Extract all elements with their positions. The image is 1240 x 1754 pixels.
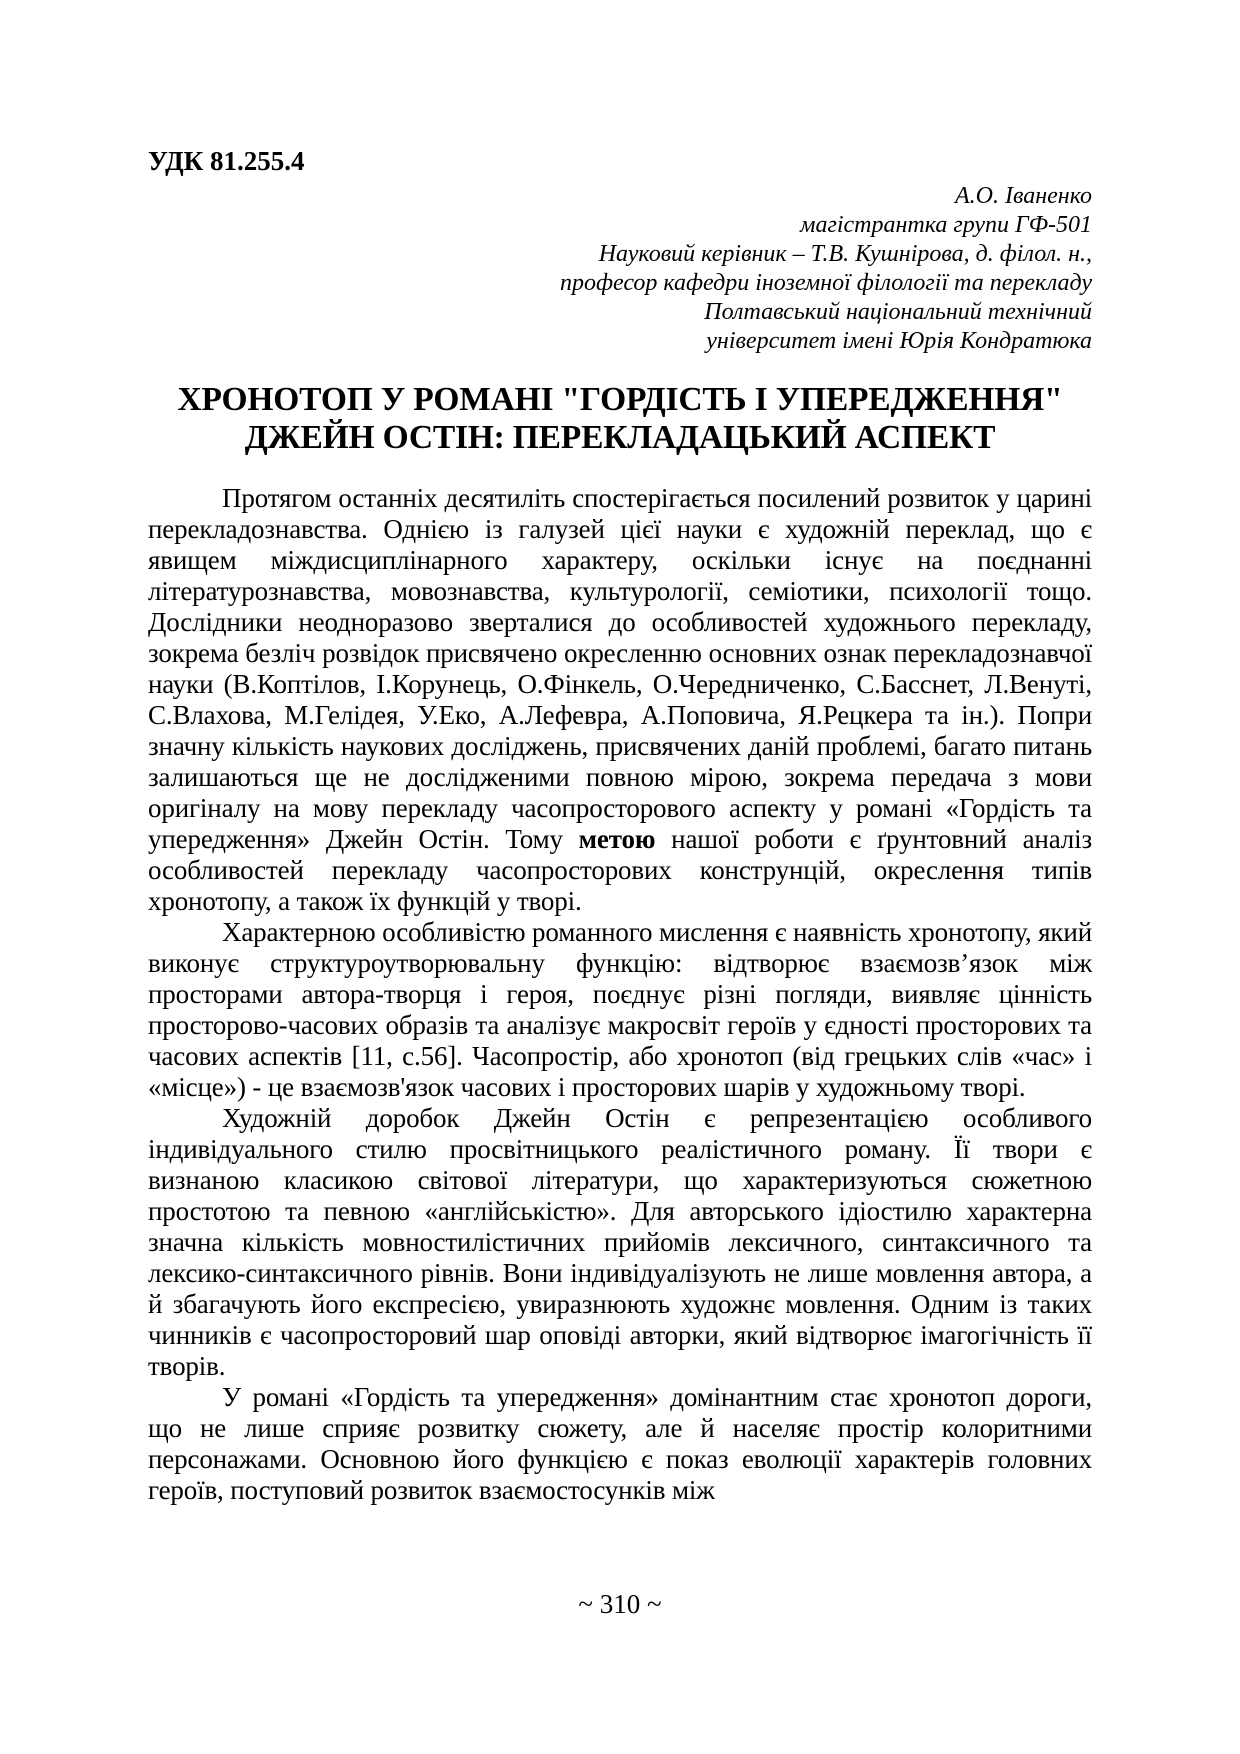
author-info (392, 182, 1092, 356)
author-group: магістрантка групи ГФ-501 (800, 212, 1092, 238)
author-name: А.О. Іваненко (954, 183, 1092, 209)
page-number: ~ 310 ~ (578, 1589, 662, 1619)
paragraph-1-text-b: нашої роботи є ґрунтовний аналіз особливостей перекладу часопросторових конструнцій, окреслення типів хронотопу, а також їх функцій у творі. (148, 824, 1092, 916)
paragraph-1-text-a: Протягом останніх десятиліть спостерігається посилений розвиток у царині перекладознавства. Однією із галузей цієї науки є художній переклад, що є явищем міждисциплінарного характеру, оскільки існує на поєднанні літературознавства, мовознавства, культурології, семіотики, психології тощо. Дослідники неодноразово зверталися до особливостей художнього перекладу, зокрема безліч розвідок присвячено окресленню основних ознак перекладознавчої науки (В.Коптілов, І.Корунець, О.Фінкель, О.Чередниченко, С.Басснет, Л.Венуті, С.Влахова, М.Гелідея, У.Еко, А.Лефевра, А.Поповича, Я.Рецкера та ін.). Попри значну кількість наукових досліджень, присвячених даній проблемі, багато питань залишаються ще не дослідженими повною мірою, зокрема передача з мови оригіналу на мову перекладу часопросторового аспекту у романі «Гордість та упередження» Джейн Остін. Тому (148, 483, 1092, 854)
title-line-2: ДЖЕЙН ОСТІН: ПЕРЕКЛАДАЦЬКИЙ АСПЕКТ (244, 419, 996, 456)
article-body (148, 483, 1092, 1506)
paragraph-3: Художній доробок Джейн Остін є репрезентацією особливого індивідуального стилю просвітницького реалістичного роману. Її твори є визнаною класикою світової літератури, що характеризуються сюжетною простотою та певною «англійськістю». Для авторського ідіостилю характерна значна кількість мовностилістичних прийомів лексичного, синтаксичного та лексико-синтаксичного рівнів. Вони індивідуалізують не лише мовлення автора, а й збагачують його експресією, увиразнюють художнє мовлення. Одним із таких чинників є часопросторовий шар оповіді авторки, який відтворює імагогічність її творів. (148, 1103, 1092, 1381)
udk-code: УДК 81.255.4 (148, 146, 305, 176)
paragraph-1-bold-term: метою (578, 824, 656, 854)
supervisor-position: професор кафедри іноземної філології та перекладу (559, 270, 1092, 296)
paragraph-4: У романі «Гордість та упередження» домінантним стає хронотоп дороги, що не лише сприяє розвитку сюжету, але й населяє простір колоритними персонажами. Основною його функцією є показ еволюції характерів головних героїв, поступовий розвиток взаємостосунків між (148, 1382, 1092, 1505)
supervisor: Науковий керівник – Т.В. Кушнірова, д. філол. н., (598, 241, 1092, 267)
university-line-2: університет імені Юрія Кондратюка (706, 328, 1092, 354)
university-line-1: Полтавський національний технічний (704, 299, 1092, 325)
title-line-1: ХРОНОТОП У РОМАНІ "ГОРДІСТЬ І УПЕРЕДЖЕННЯ" (177, 381, 1063, 418)
paragraph-2: Характерною особливістю романного мислення є наявність хронотопу, який виконує структуроутворювальну функцію: відтворює взаємозв’язок між просторами автора-творця і героя, поєднує різні погляди, виявляє цінність просторово-часових образів та аналізує макросвіт героїв у єдності просторових та часових аспектів [11, с.56]. Часопростір, або хронотоп (від грецьких слів «час» і «місце») - це взаємозв'язок часових і просторових шарів у художньому творі. (148, 917, 1092, 1102)
paragraph-1 (148, 483, 1092, 917)
article-title (148, 381, 1092, 457)
